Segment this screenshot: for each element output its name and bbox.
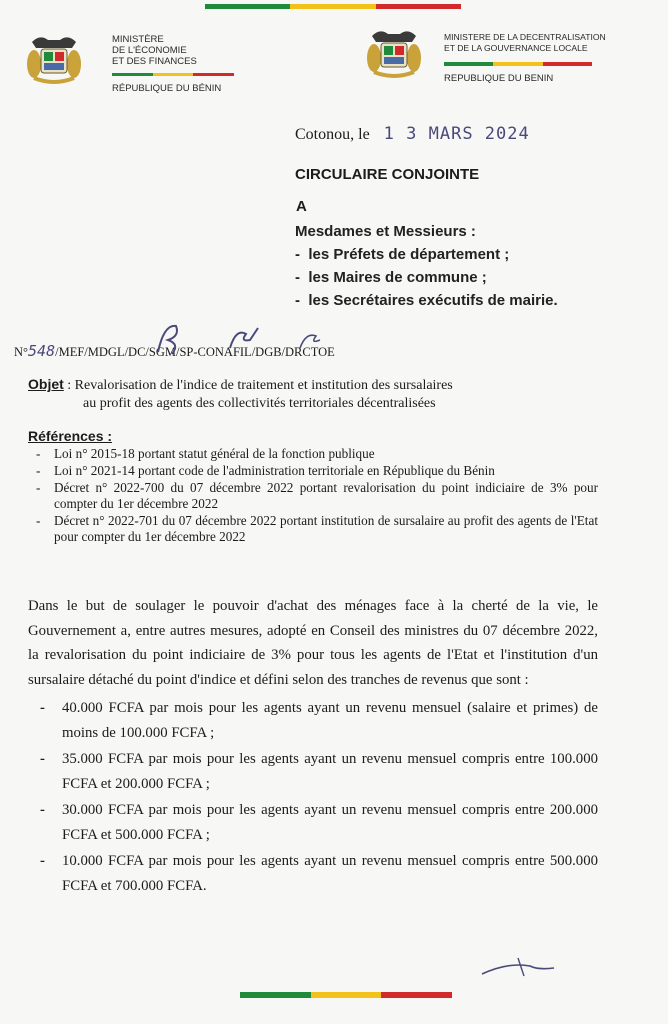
reference-item: - Décret n° 2022-701 du 07 décembre 2022 portant institution de sursalaire au profit des agents de l'Etat pour compter du 1er décembre 2022 [28, 513, 598, 545]
tier-item: - 35.000 FCFA par mois pour les agents ayant un revenu mensuel compris entre 100.000 FCFA et 200.000 FCFA ; [28, 747, 598, 796]
republic-name: REPUBLIQUE DU BENIN [444, 73, 554, 84]
objet-label: Objet [28, 376, 64, 392]
salary-tiers [28, 696, 598, 898]
ref-suffix: /MEF/MDGL/DC/SGM/SP-CONAFIL/DGB/DRCTOE [55, 345, 335, 359]
objet-text: : Revalorisation de l'indice de traitement et institution des sursalaires [67, 378, 453, 393]
ministry-name-line3: ET DES FINANCES [112, 56, 197, 67]
document-title: CIRCULAIRE CONJOINTE [295, 166, 480, 183]
coat-of-arms-icon [366, 28, 422, 82]
republic-name: RÉPUBLIQUE DU BÉNIN [112, 83, 222, 94]
addressee-item: - les Maires de commune ; [295, 269, 487, 286]
addressee-item: - les Secrétaires exécutifs de mairie. [295, 292, 558, 309]
top-flag-bar [205, 4, 461, 9]
objet [28, 375, 628, 413]
reference-item: - Loi n° 2021-14 portant code de l'administration territoriale en République du Bénin [28, 463, 598, 479]
ministry-name-line2: DE L'ÉCONOMIE [112, 45, 187, 56]
ministry-name-line1: MINISTÈRE [112, 34, 164, 45]
tier-item: - 30.000 FCFA par mois pour les agents ayant un revenu mensuel compris entre 200.000 FCFA et 500.000 FCFA ; [28, 798, 598, 847]
bottom-flag-bar [240, 992, 452, 998]
coat-of-arms-icon [26, 34, 82, 88]
references-label: Références : [28, 428, 113, 444]
tier-item: - 40.000 FCFA par mois pour les agents ayant un revenu mensuel (salaire et primes) de moins de 100.000 FCFA ; [28, 696, 598, 745]
ministry-name-line2: ET DE LA GOUVERNANCE LOCALE [444, 43, 588, 53]
ref-prefix: N° [14, 345, 29, 359]
header-flag-line [112, 73, 234, 76]
date-stamp: 1 3 MARS 2024 [383, 124, 530, 144]
references [28, 428, 598, 546]
ref-handwritten-number: 548 [28, 342, 56, 360]
references-list [28, 446, 598, 545]
reference-item: - Décret n° 2022-700 du 07 décembre 2022 portant revalorisation du point indiciaire de 3% pour compter du 1er décembre 2022 [28, 480, 598, 512]
addressee-intro: A [296, 198, 307, 215]
addressee-item: - les Préfets de département ; [295, 246, 510, 263]
reference-item: - Loi n° 2015-18 portant statut général de la fonction publique [28, 446, 598, 462]
header-flag-line [444, 62, 592, 66]
body-text [28, 594, 598, 900]
tier-item: - 10.000 FCFA par mois pour les agents ayant un revenu mensuel compris entre 500.000 FCFA et 700.000 FCFA. [28, 849, 598, 898]
objet-text-continued: au profit des agents des collectivités territoriales décentralisées [83, 396, 436, 411]
intro-paragraph: Dans le but de soulager le pouvoir d'achat des ménages face à la cherté de la vie, le Gouvernement a, entre autres mesures, adopté en Conseil des ministres du 07 décembre 2022, la revalorisation du point indiciaire de 3% pour tous les agents de l'Etat et l'institution d'un sursalaire détaché du point d'indice et défini selon des tranches de revenus que sont : [28, 598, 598, 688]
place: Cotonou, le [295, 126, 370, 143]
signature-mark [478, 952, 558, 982]
addressees [295, 223, 645, 309]
place-date [295, 124, 530, 144]
handwritten-initials [150, 318, 410, 358]
ministry-name-line1: MINISTERE DE LA DECENTRALISATION [444, 32, 606, 42]
salutation: Mesdames et Messieurs : [295, 223, 476, 240]
